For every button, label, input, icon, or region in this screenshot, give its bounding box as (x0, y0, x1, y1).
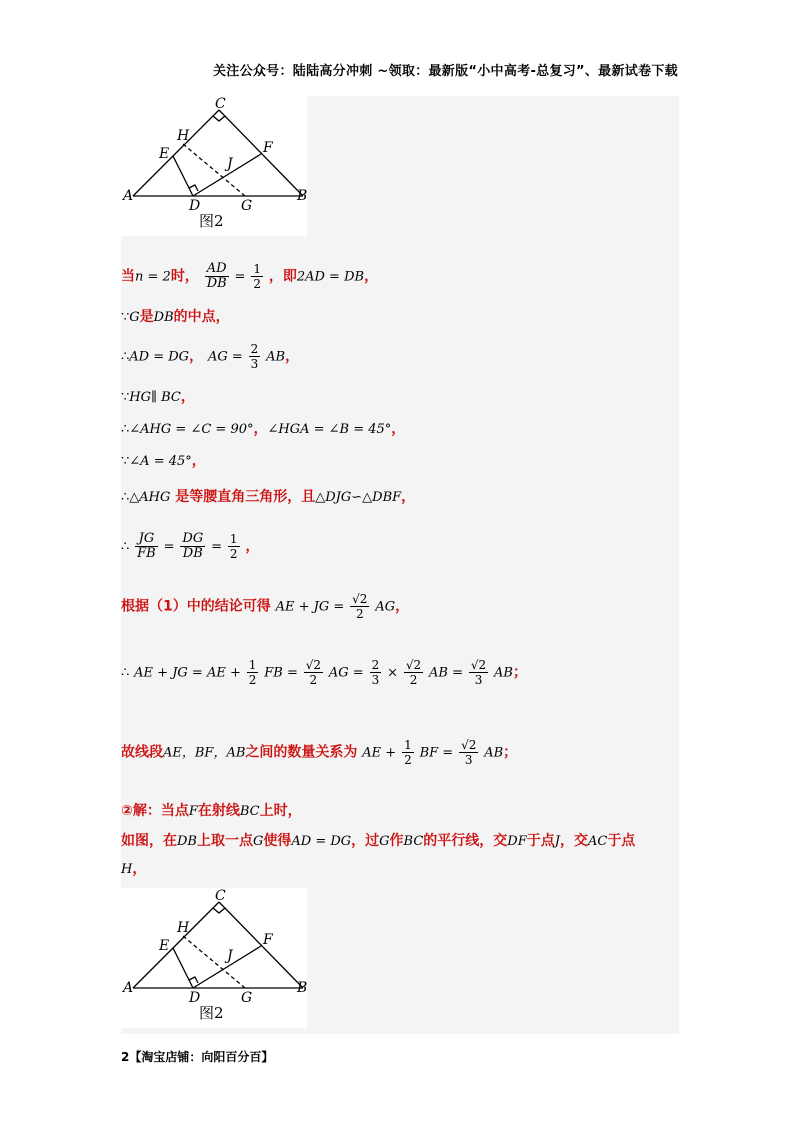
label-g: G (241, 198, 253, 214)
side-cb (219, 110, 303, 196)
page-footer: 2【淘宝店铺：向阳百分百】 (121, 1050, 274, 1064)
label-b: B (297, 188, 307, 204)
label-j: J (227, 948, 233, 964)
label-c: C (215, 96, 226, 112)
label-j: J (227, 156, 233, 172)
label-g: G (241, 990, 253, 1006)
label-f: F (263, 140, 273, 156)
label-d: D (189, 990, 201, 1006)
line-7: ∴△AHG 是等腰直角三角形，且△DJG∽△DBF， (121, 489, 416, 505)
geometry-figure-1 (121, 96, 307, 236)
side-cb (219, 902, 303, 988)
label-d: D (189, 198, 201, 214)
side-ac (133, 110, 219, 196)
line-8: ∴ $\frac{JG}{FB}$ = $\frac{DG}{DB}$ = $\frac{1}{2}$ ， (121, 531, 260, 561)
label-c: C (215, 888, 226, 904)
segment-ed (173, 156, 193, 196)
line-12: ②解：当点F在射线BC上时， (121, 803, 302, 819)
line-6: ∵∠A = 45°， (121, 453, 206, 469)
line-11: 故线段AE，BF，AB之间的数量关系为 AE + $\frac{1}{2}$ BF = $\frac{√2}{3}$ AB； (121, 738, 518, 767)
page-header: 关注公众号：陆陆高分冲刺 ~领取：最新版“小中高考-总复习”、最新试卷下载 (212, 64, 678, 79)
label-e: E (159, 938, 170, 954)
figure-caption-2: 图2 (199, 1004, 224, 1022)
line-10: ∴ AE + JG = AE + $\frac{1}{2}$ FB = $\frac{√2}{2}$ AG = $\frac{2}{3}$ × $\frac{√2}{2}$ AB = $\frac{√2}{3}$ AB； (121, 658, 527, 687)
figure-caption-1: 图2 (199, 212, 224, 230)
line-3: ∴AD = DG， AG = $\frac{2}{3}$ AB， (121, 342, 300, 371)
line-5: ∴∠AHG = ∠C = 90°，∠HGA = ∠B = 45°， (121, 421, 406, 437)
solution-content (121, 96, 679, 1034)
line-2: ∵G是DB的中点， (121, 309, 230, 325)
label-f: F (263, 932, 273, 948)
label-e: E (159, 146, 170, 162)
line-1: 当n = 2时， $\frac{AD}{DB}$ = $\frac{1}{2}$ ，即2AD = DB， (121, 261, 379, 291)
label-a: A (123, 188, 134, 204)
label-b: B (297, 980, 307, 996)
label-h: H (177, 128, 190, 144)
geometry-figure-2 (121, 888, 307, 1028)
line-13: 如图，在DB上取一点G使得AD = DG，过G作BC的平行线，交DF于点J，交AC于点 (121, 833, 636, 849)
right-angle-c (213, 908, 225, 913)
side-ac (133, 902, 219, 988)
segment-ed (173, 948, 193, 988)
line-4: ∵HG∥ BC， (121, 389, 195, 405)
line-14: H， (121, 861, 147, 877)
label-h: H (177, 920, 190, 936)
line-9: 根据（1）中的结论可得 AE + JG = $\frac{√2}{2}$ AG， (121, 592, 410, 621)
right-angle-c (213, 116, 225, 121)
label-a: A (123, 980, 134, 996)
